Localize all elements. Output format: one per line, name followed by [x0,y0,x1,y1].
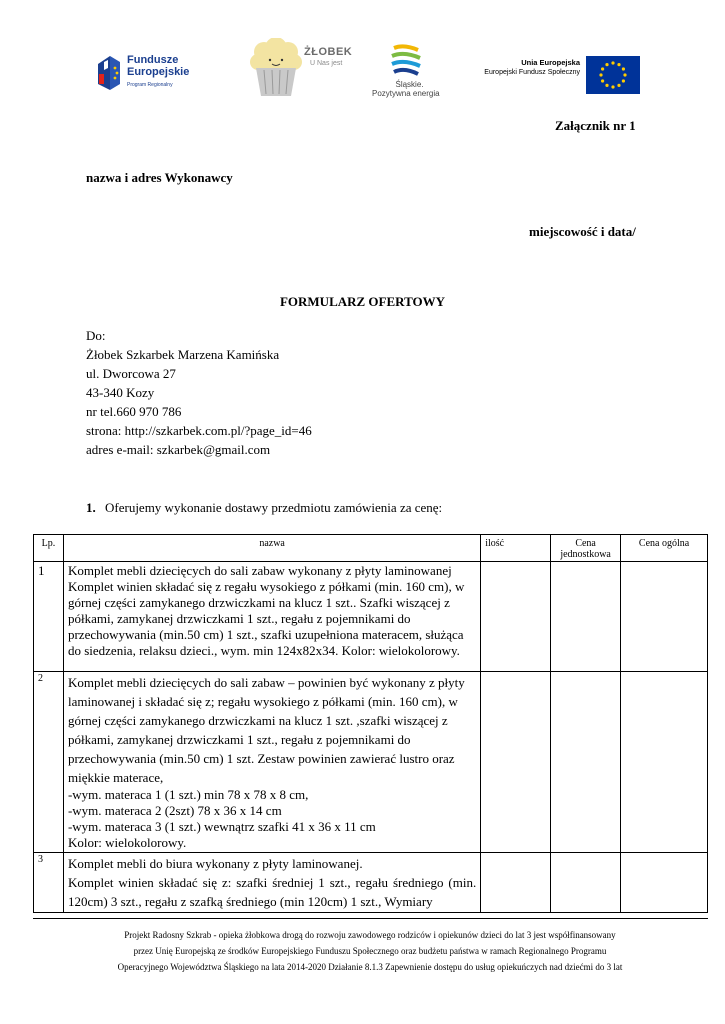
page-title: FORMULARZ OFERTOWY [279,294,446,309]
header-total-price: Cena ogólna [621,535,708,562]
slaskie-line2: Pozytywna energia [372,89,440,98]
row-total-price[interactable] [621,672,708,853]
row-unit-price[interactable] [551,672,621,853]
header-name: nazwa [63,535,480,562]
row-desc-line: Komplet winien składać się z: szafki średniej 1 szt., regału średniego (min. 120cm) 3 szt., regału z szafką średniego (min 120cm) 1 szt., Wymiary [67,875,477,909]
row-desc-line: Kolor: wielokolorowy. [67,835,187,850]
fe-flag-icon [96,54,122,92]
eu-flag-icon [586,56,640,94]
row-unit-price[interactable] [551,562,621,672]
footer-line3: Operacyjnego Województwa Śląskiego na lata 2014-2020 Działanie 8.1.3 Zapewnienie dostępu do usług opiekuńczych nad dziećmi do 3 lat [117,962,623,972]
offer-table [33,534,708,913]
fundusze-europejskie-logo [96,52,206,100]
table-header-row [34,535,708,562]
eu-line1: Unia Europejska [521,58,580,67]
row-lp: 3 [34,853,64,913]
zlobek-logo [248,38,358,98]
attachment-label: Załącznik nr 1 [555,118,636,133]
row-desc-line: -wym. materaca 3 (1 szt.) wewnątrz szafki 41 x 36 x 11 cm [67,819,376,834]
eu-text [476,58,580,77]
place-date-label: miejscowość i data/ [529,224,636,239]
zlobek-subtitle: U Nas jest [310,60,343,67]
row-lp: 2 [34,672,64,853]
slaskie-text [372,80,447,98]
address-block [86,326,312,459]
header-unit-price: Cena jednostkowa [551,535,621,562]
fe-line2: Europejskie [127,66,190,78]
address-website: strona: http://szkarbek.com.pl/?page_id=46 [86,423,312,438]
header-lp: Lp. [34,535,64,562]
slaskie-waves-icon [388,42,424,78]
fe-title [127,54,189,78]
row-quantity[interactable] [481,672,551,853]
footer [60,927,680,975]
row-description [63,562,480,672]
footer-line1: Projekt Radosny Szkrab - opieka żłobkowa drogą do rozwoju zawodowego rodziców i opiekunów dzieci do lat 3 jest współfinansowany [124,930,616,940]
header-quantity: ilość [481,535,551,562]
slaskie-logo [372,42,447,102]
offer-intro-text: Oferujemy wykonanie dostawy przedmiotu zamówienia za cenę: [105,500,443,515]
contractor-label: nazwa i adres Wykonawcy [86,170,233,185]
row-quantity[interactable] [481,562,551,672]
address-name: Żłobek Szkarbek Marzena Kamińska [86,347,280,362]
row-total-price[interactable] [621,562,708,672]
row-unit-price[interactable] [551,853,621,913]
row-quantity[interactable] [481,853,551,913]
address-city: 43-340 Kozy [86,385,155,400]
row-description [63,672,480,853]
footer-line2: przez Unię Europejską ze środków Europejskiego Funduszu Społecznego oraz budżetu państwa w ramach Regionalnego Programu [133,946,607,956]
zlobek-title: ŻŁOBEK [304,46,353,58]
fe-line1: Fundusze [127,54,179,66]
address-email: adres e-mail: szkarbek@gmail.com [86,442,271,457]
table-row [34,853,708,913]
fe-subtitle: Program Regionalny [127,82,173,88]
row-desc-line: -wym. materaca 1 (1 szt.) min 78 x 78 x 8 cm, [67,787,309,802]
offer-intro-number: 1. [86,500,96,515]
eu-logo [476,56,642,98]
address-phone: nr tel.660 970 786 [86,404,182,419]
row-total-price[interactable] [621,853,708,913]
row-desc-line: -wym. materaca 2 (2szt) 78 x 36 x 14 cm [67,803,282,818]
row-desc-line: Komplet winien składać się z regału wysokiego z półkami (min. 160 cm), w górnej części zamykanego drzwiczkami na klucz 1 szt.. Szafki wiszącej z półkami, zamykanej drzwiczkami 1 szt., regału z pojemnikami do przechowywania (min.50 cm) 1 szt., szafki uzupełniona materacem, służąca do siedzenia, relaksu dzieci., wym. min 124x82x34. Kolor: wielokolorowy. [67,579,465,658]
table-row [34,672,708,853]
offer-intro [86,498,442,517]
address-to: Do: [86,328,106,343]
row-desc-line: Komplet mebli dziecięcych do sali zabaw wykonany z płyty laminowanej [67,563,452,578]
footer-divider [33,918,708,919]
slaskie-line1: Śląskie. [395,80,424,89]
row-description [63,853,480,913]
table-row [34,562,708,672]
row-desc-line: Komplet mebli do biura wykonany z płyty laminowanej. [67,856,363,871]
address-street: ul. Dworcowa 27 [86,366,176,381]
cupcake-icon [248,38,304,98]
row-lp: 1 [34,562,64,672]
row-desc-line: Komplet mebli dziecięcych do sali zabaw – powinien być wykonany z płyty laminowanej i składać się z; regału wysokiego z półkami (min. 160 cm), w górnej części zamykanego drzwiczkami na klucz 1 szt. ,szafki wiszącej z półkami, zamykanej drzwiczkami 1 szt., regału z pojemnikami do przechowywania (min.50 cm) 1 szt. Zestaw powinien zawierać lustro oraz miękkie materace, [67,675,465,785]
eu-line2: Europejski Fundusz Społeczny [484,69,580,76]
